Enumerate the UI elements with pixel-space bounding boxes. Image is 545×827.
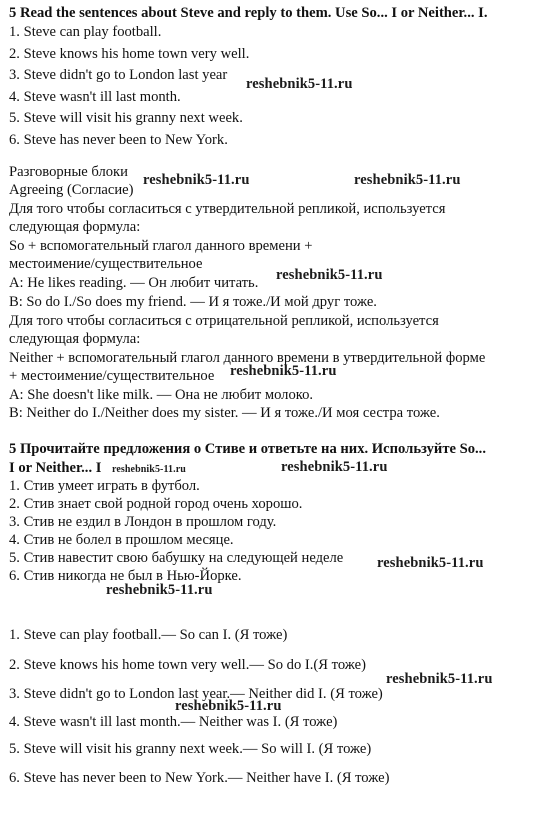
theory-line: Для того чтобы согласиться с утвердительной репликой, используется: [9, 201, 446, 217]
theory-line: + местоимение/существительное: [9, 368, 215, 384]
watermark: reshebnik5-11.ru: [377, 555, 484, 571]
watermark: reshebnik5-11.ru: [354, 172, 461, 188]
task-item-ru: 4. Стив не болел в прошлом месяце.: [9, 532, 234, 548]
theory-line: следующая формула:: [9, 331, 141, 347]
answer-line: 5. Steve will visit his granny next week.— So will I. (Я тоже): [9, 741, 372, 757]
task-heading-ru: 5 Прочитайте предложения о Стиве и ответьте на них. Используйте So...: [9, 441, 486, 457]
theory-line: Agreeing (Согласие): [9, 182, 134, 198]
theory-line: следующая формула:: [9, 219, 141, 235]
watermark: reshebnik5-11.ru: [246, 76, 353, 92]
watermark: reshebnik5-11.ru: [386, 671, 493, 687]
theory-line: A: He likes reading. — Он любит читать.: [9, 275, 259, 291]
answer-line: 3. Steve didn't go to London last year.— Neither did I. (Я тоже): [9, 686, 383, 702]
answer-line: 4. Steve wasn't ill last month.— Neither was I. (Я тоже): [9, 714, 338, 730]
watermark: reshebnik5-11.ru: [175, 698, 282, 714]
watermark: reshebnik5-11.ru: [281, 459, 388, 475]
task-item-ru: 3. Стив не ездил в Лондон в прошлом году.: [9, 514, 277, 530]
task-item-ru: 6. Стив никогда не был в Нью-Йорке.: [9, 568, 242, 584]
task-item-en: 5. Steve will visit his granny next week.: [9, 110, 243, 126]
theory-line: So + вспомогательный глагол данного времени +: [9, 238, 313, 254]
theory-line: B: So do I./So does my friend. — И я тоже./И мой друг тоже.: [9, 294, 377, 310]
task-item-en: 6. Steve has never been to New York.: [9, 132, 228, 148]
task-item-ru: 5. Стив навестит свою бабушку на следующей неделе: [9, 550, 344, 566]
task-item-ru: 1. Стив умеет играть в футбол.: [9, 478, 200, 494]
theory-line: Разговорные блоки: [9, 164, 128, 180]
task-heading-en: 5 Read the sentences about Steve and reply to them. Use So... I or Neither... I.: [9, 5, 488, 21]
answer-line: 6. Steve has never been to New York.— Neither have I. (Я тоже): [9, 770, 390, 786]
theory-line: местоимение/существительное: [9, 256, 203, 272]
theory-line: Для того чтобы согласиться с отрицательной репликой, используется: [9, 313, 439, 329]
task-item-ru: 2. Стив знает свой родной город очень хорошо.: [9, 496, 303, 512]
watermark: reshebnik5-11.ru: [112, 464, 186, 475]
watermark: reshebnik5-11.ru: [276, 267, 383, 283]
task-item-en: 2. Steve knows his home town very well.: [9, 46, 250, 62]
theory-line: B: Neither do I./Neither does my sister. — И я тоже./И моя сестра тоже.: [9, 405, 440, 421]
answer-line: 2. Steve knows his home town very well.— So do I.(Я тоже): [9, 657, 367, 673]
theory-line: Neither + вспомогательный глагол данного времени в утвердительной форме: [9, 350, 486, 366]
watermark: reshebnik5-11.ru: [230, 363, 337, 379]
answer-line: 1. Steve can play football.— So can I. (Я тоже): [9, 627, 288, 643]
watermark: reshebnik5-11.ru: [106, 582, 213, 598]
task-heading-ru-cont: I or Neither... I: [9, 460, 102, 476]
task-item-en: 1. Steve can play football.: [9, 24, 162, 40]
task-item-en: 3. Steve didn't go to London last year: [9, 67, 228, 83]
watermark: reshebnik5-11.ru: [143, 172, 250, 188]
theory-line: A: She doesn't like milk. — Она не любит молоко.: [9, 387, 314, 403]
task-item-en: 4. Steve wasn't ill last month.: [9, 89, 181, 105]
